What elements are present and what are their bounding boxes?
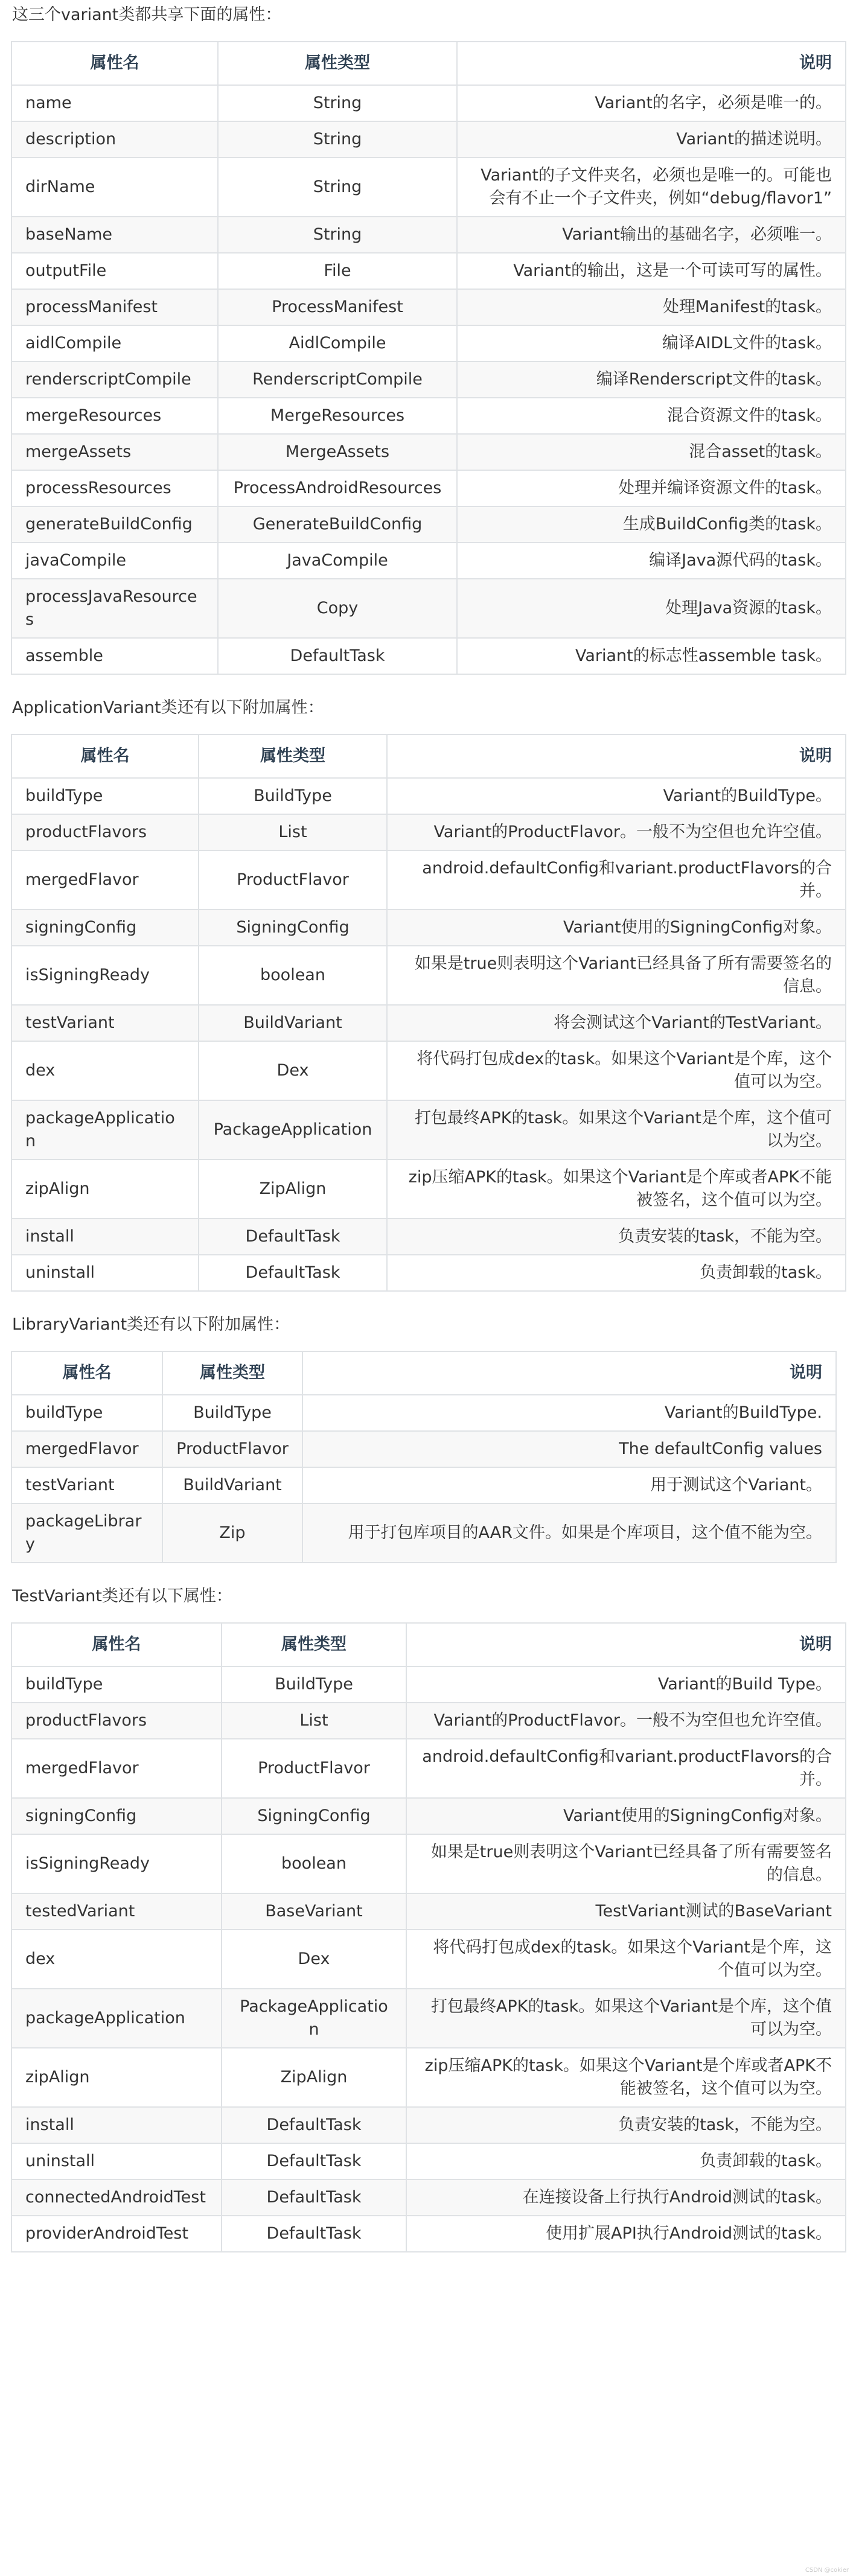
cell-description: Variant的ProductFlavor。一般不为空但也允许空值。 <box>387 814 846 850</box>
table-row <box>11 289 846 325</box>
cell-type: boolean <box>222 1834 406 1893</box>
cell-type: Copy <box>218 579 457 638</box>
cell-type: ProductFlavor <box>222 1739 406 1798</box>
cell-description: zip压缩APK的task。如果这个Variant是个库或者APK不能被签名，这个值可以为空。 <box>387 1159 846 1219</box>
cell-type: boolean <box>199 946 387 1005</box>
section-title-application-variant: ApplicationVariant类还有以下附加属性： <box>12 698 324 717</box>
cell-type: GenerateBuildConfig <box>218 506 457 543</box>
cell-description: android.defaultConfig和variant.productFlavors的合并。 <box>387 850 846 910</box>
table-row <box>11 1989 846 2048</box>
cell-name: connectedAndroidTest <box>11 2179 222 2216</box>
cell-name: productFlavors <box>11 814 199 850</box>
table-library-variant <box>11 1351 837 1563</box>
cell-name: zipAlign <box>11 2048 222 2107</box>
cell-name: uninstall <box>11 1255 199 1291</box>
cell-description: Variant的标志性assemble task。 <box>457 638 846 674</box>
cell-type: BuildType <box>162 1395 302 1431</box>
table-row <box>11 850 846 910</box>
table-row <box>11 1159 846 1219</box>
cell-description: 使用扩展API执行Android测试的task。 <box>406 2216 846 2252</box>
table-row <box>11 1893 846 1930</box>
cell-description: 打包最终APK的task。如果这个Variant是个库，这个值可以为空。 <box>406 1989 846 2048</box>
cell-name: description <box>11 121 218 158</box>
table-row <box>11 778 846 814</box>
cell-name: renderscriptCompile <box>11 362 218 398</box>
table-row <box>11 1503 836 1563</box>
cell-description: Variant的ProductFlavor。一般不为空但也允许空值。 <box>406 1703 846 1739</box>
cell-description: Variant输出的基础名字，必须唯一。 <box>457 217 846 253</box>
cell-type: ProductFlavor <box>199 850 387 910</box>
cell-name: testedVariant <box>11 1893 222 1930</box>
cell-name: packageLibrary <box>11 1503 162 1563</box>
cell-type: List <box>199 814 387 850</box>
cell-name: aidlCompile <box>11 325 218 362</box>
cell-type: Zip <box>162 1503 302 1563</box>
cell-name: testVariant <box>11 1467 162 1503</box>
cell-description: Variant使用的SigningConfig对象。 <box>406 1798 846 1834</box>
cell-type: BuildType <box>199 778 387 814</box>
header-name: 属性名 <box>11 1351 162 1395</box>
table-test-variant <box>11 1622 846 2252</box>
cell-type: BuildVariant <box>199 1005 387 1041</box>
table-row <box>11 398 846 434</box>
cell-type: RenderscriptCompile <box>218 362 457 398</box>
cell-type: AidlCompile <box>218 325 457 362</box>
table-row <box>11 543 846 579</box>
header-name: 属性名 <box>11 735 199 778</box>
cell-type: ProductFlavor <box>162 1431 302 1467</box>
cell-type: PackageApplication <box>222 1989 406 2048</box>
cell-description: Variant的BuildType。 <box>387 778 846 814</box>
cell-name: packageApplication <box>11 1100 199 1159</box>
cell-type: BaseVariant <box>222 1893 406 1930</box>
cell-name: signingConfig <box>11 910 199 946</box>
cell-description: Variant的子文件夹名，必须也是唯一的。可能也会有不止一个子文件夹，例如“debug/flavor1” <box>457 158 846 217</box>
table-application-variant <box>11 734 846 1292</box>
table-header-row <box>11 1623 846 1666</box>
header-description: 说明 <box>457 42 846 85</box>
table-row <box>11 253 846 289</box>
table-row <box>11 506 846 543</box>
table-row <box>11 814 846 850</box>
table-row <box>11 1798 846 1834</box>
table-row <box>11 1666 846 1703</box>
table-row <box>11 362 846 398</box>
cell-type: ZipAlign <box>199 1159 387 1219</box>
table-row <box>11 121 846 158</box>
cell-description: 混合asset的task。 <box>457 434 846 470</box>
header-name: 属性名 <box>11 1623 222 1666</box>
cell-name: testVariant <box>11 1005 199 1041</box>
cell-type: DefaultTask <box>199 1219 387 1255</box>
table-shared-properties <box>11 41 846 675</box>
table-row <box>11 1219 846 1255</box>
cell-description: Variant的输出，这是一个可读可写的属性。 <box>457 253 846 289</box>
header-type: 属性类型 <box>218 42 457 85</box>
cell-name: dex <box>11 1041 199 1100</box>
section-title-shared: 这三个variant类都共享下面的属性： <box>12 5 282 24</box>
cell-type: MergeResources <box>218 398 457 434</box>
cell-description: 负责安装的task，不能为空。 <box>406 2107 846 2143</box>
cell-type: DefaultTask <box>222 2107 406 2143</box>
table-row <box>11 1467 836 1503</box>
table-row <box>11 910 846 946</box>
cell-name: productFlavors <box>11 1703 222 1739</box>
cell-type: DefaultTask <box>222 2216 406 2252</box>
cell-name: mergeAssets <box>11 434 218 470</box>
cell-name: signingConfig <box>11 1798 222 1834</box>
cell-description: 负责安装的task，不能为空。 <box>387 1219 846 1255</box>
cell-description: Variant的BuildType. <box>302 1395 836 1431</box>
cell-type: SigningConfig <box>199 910 387 946</box>
table-row <box>11 1431 836 1467</box>
cell-type: DefaultTask <box>222 2143 406 2179</box>
cell-description: The defaultConfig values <box>302 1431 836 1467</box>
cell-type: JavaCompile <box>218 543 457 579</box>
cell-name: dex <box>11 1930 222 1989</box>
cell-type: ProcessAndroidResources <box>218 470 457 506</box>
table-row <box>11 1739 846 1798</box>
cell-description: 处理并编译资源文件的task。 <box>457 470 846 506</box>
cell-description: Variant的名字，必须是唯一的。 <box>457 85 846 121</box>
cell-description: 生成BuildConfig类的task。 <box>457 506 846 543</box>
cell-name: isSigningReady <box>11 1834 222 1893</box>
cell-name: mergedFlavor <box>11 1739 222 1798</box>
cell-name: zipAlign <box>11 1159 199 1219</box>
cell-name: name <box>11 85 218 121</box>
cell-name: isSigningReady <box>11 946 199 1005</box>
table-row <box>11 1834 846 1893</box>
table-row <box>11 1100 846 1159</box>
cell-description: 用于测试这个Variant。 <box>302 1467 836 1503</box>
cell-description: 负责卸载的task。 <box>406 2143 846 2179</box>
cell-name: providerAndroidTest <box>11 2216 222 2252</box>
cell-name: processJavaResources <box>11 579 218 638</box>
table-header-row <box>11 1351 836 1395</box>
cell-description: 编译Renderscript文件的task。 <box>457 362 846 398</box>
cell-name: generateBuildConfig <box>11 506 218 543</box>
cell-description: Variant的Build Type。 <box>406 1666 846 1703</box>
cell-name: mergedFlavor <box>11 850 199 910</box>
cell-type: BuildVariant <box>162 1467 302 1503</box>
cell-description: zip压缩APK的task。如果这个Variant是个库或者APK不能被签名，这个值可以为空。 <box>406 2048 846 2107</box>
cell-name: processManifest <box>11 289 218 325</box>
cell-description: 如果是true则表明这个Variant已经具备了所有需要签名的信息。 <box>406 1834 846 1893</box>
cell-type: ZipAlign <box>222 2048 406 2107</box>
cell-type: File <box>218 253 457 289</box>
cell-type: Dex <box>199 1041 387 1100</box>
table-row <box>11 2048 846 2107</box>
table-header-row <box>11 42 846 85</box>
cell-type: Dex <box>222 1930 406 1989</box>
cell-type: DefaultTask <box>199 1255 387 1291</box>
cell-name: packageApplication <box>11 1989 222 2048</box>
cell-description: 将会测试这个Variant的TestVariant。 <box>387 1005 846 1041</box>
cell-name: install <box>11 2107 222 2143</box>
table-row <box>11 1255 846 1291</box>
header-type: 属性类型 <box>222 1623 406 1666</box>
cell-name: javaCompile <box>11 543 218 579</box>
cell-description: 编译Java源代码的task。 <box>457 543 846 579</box>
cell-name: outputFile <box>11 253 218 289</box>
cell-name: buildType <box>11 1666 222 1703</box>
cell-description: 用于打包库项目的AAR文件。如果是个库项目，这个值不能为空。 <box>302 1503 836 1563</box>
header-description: 说明 <box>302 1351 836 1395</box>
cell-description: 将代码打包成dex的task。如果这个Variant是个库，这个值可以为空。 <box>387 1041 846 1100</box>
table-row <box>11 2216 846 2252</box>
cell-type: DefaultTask <box>218 638 457 674</box>
header-name: 属性名 <box>11 42 218 85</box>
cell-type: DefaultTask <box>222 2179 406 2216</box>
table-row <box>11 2107 846 2143</box>
cell-description: android.defaultConfig和variant.productFlavors的合并。 <box>406 1739 846 1798</box>
table-row <box>11 1041 846 1100</box>
table-row <box>11 1703 846 1739</box>
cell-name: baseName <box>11 217 218 253</box>
table-row <box>11 2143 846 2179</box>
table-row <box>11 470 846 506</box>
table-row <box>11 638 846 674</box>
cell-description: 编译AIDL文件的task。 <box>457 325 846 362</box>
cell-description: Variant的描述说明。 <box>457 121 846 158</box>
cell-name: buildType <box>11 1395 162 1431</box>
section-title-test-variant: TestVariant类还有以下属性： <box>12 1587 232 1605</box>
section-title-library-variant: LibraryVariant类还有以下附加属性： <box>12 1315 290 1334</box>
cell-name: dirName <box>11 158 218 217</box>
cell-name: mergedFlavor <box>11 1431 162 1467</box>
cell-type: ProcessManifest <box>218 289 457 325</box>
cell-type: BuildType <box>222 1666 406 1703</box>
table-row <box>11 2179 846 2216</box>
cell-description: 处理Java资源的task。 <box>457 579 846 638</box>
cell-type: MergeAssets <box>218 434 457 470</box>
cell-type: SigningConfig <box>222 1798 406 1834</box>
cell-type: String <box>218 85 457 121</box>
cell-description: 负责卸载的task。 <box>387 1255 846 1291</box>
header-type: 属性类型 <box>162 1351 302 1395</box>
cell-description: 混合资源文件的task。 <box>457 398 846 434</box>
table-row <box>11 217 846 253</box>
cell-type: PackageApplication <box>199 1100 387 1159</box>
table-row <box>11 1005 846 1041</box>
table-row <box>11 1930 846 1989</box>
cell-name: uninstall <box>11 2143 222 2179</box>
cell-name: install <box>11 1219 199 1255</box>
cell-name: buildType <box>11 778 199 814</box>
cell-type: String <box>218 121 457 158</box>
table-header-row <box>11 735 846 778</box>
cell-description: 在连接设备上行执行Android测试的task。 <box>406 2179 846 2216</box>
cell-description: Variant使用的SigningConfig对象。 <box>387 910 846 946</box>
header-description: 说明 <box>406 1623 846 1666</box>
cell-description: 将代码打包成dex的task。如果这个Variant是个库，这个值可以为空。 <box>406 1930 846 1989</box>
table-row <box>11 1395 836 1431</box>
table-row <box>11 579 846 638</box>
cell-type: List <box>222 1703 406 1739</box>
header-type: 属性类型 <box>199 735 387 778</box>
cell-name: mergeResources <box>11 398 218 434</box>
cell-description: 如果是true则表明这个Variant已经具备了所有需要签名的信息。 <box>387 946 846 1005</box>
table-row <box>11 85 846 121</box>
table-row <box>11 325 846 362</box>
table-row <box>11 946 846 1005</box>
table-row <box>11 434 846 470</box>
cell-description: 打包最终APK的task。如果这个Variant是个库，这个值可以为空。 <box>387 1100 846 1159</box>
cell-type: String <box>218 217 457 253</box>
header-description: 说明 <box>387 735 846 778</box>
cell-type: String <box>218 158 457 217</box>
watermark-text: CSDN @cokier <box>805 2567 849 2574</box>
table-row <box>11 158 846 217</box>
cell-name: processResources <box>11 470 218 506</box>
cell-name: assemble <box>11 638 218 674</box>
cell-description: TestVariant测试的BaseVariant <box>406 1893 846 1930</box>
cell-description: 处理Manifest的task。 <box>457 289 846 325</box>
